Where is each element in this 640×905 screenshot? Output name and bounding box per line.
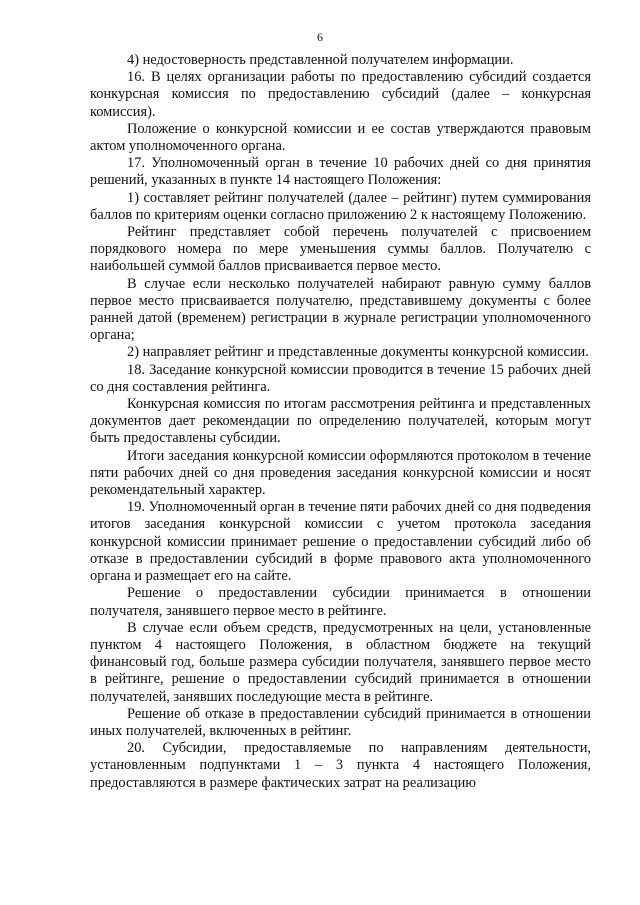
paragraph-item-4: 4) недостоверность представленной получателем информации. bbox=[127, 52, 514, 68]
page-number: 6 bbox=[317, 30, 323, 44]
paragraph-item-1-rating: 1) составляет рейтинг получателей (далее – рейтинг) путем суммирования баллов по критериям оценки согласно приложению 2 к настоящему Положению. bbox=[90, 189, 591, 223]
document-body bbox=[90, 52, 591, 792]
paragraph-rating-definition: Рейтинг представляет собой перечень получателей с присвоением порядкового номера по мере уменьшения суммы баллов. Получателю с наибольшей суммой баллов присваивается первое место. bbox=[90, 224, 591, 275]
paragraph-clause-17: 17. Уполномоченный орган в течение 10 рабочих дней со дня принятия решений, указанных в пункте 14 настоящего Положения: bbox=[90, 155, 591, 189]
paragraph-first-place-decision: Решение о предоставлении субсидии принимается в отношении получателя, занявшего первое место в рейтинге. bbox=[90, 585, 591, 619]
paragraph-refusal-decision: Решение об отказе в предоставлении субсидий принимается в отношении иных получателей, включенных в рейтинг. bbox=[90, 705, 591, 739]
paragraph-subsequent-places: В случае если объем средств, предусмотренных на цели, установленные пунктом 4 настоящего Положения, в областном бюджете на текущий финансовый год, больше размера субсидии получателя, занявшего первое место в рейтинге, решение о предоставлении субсидий принимается в отношении получателей, занявших последующие места в рейтинге. bbox=[90, 619, 591, 705]
paragraph-item-2-send: 2) направляет рейтинг и представленные документы конкурсной комиссии. bbox=[127, 344, 589, 361]
paragraph-clause-20: 20. Субсидии, предоставляемые по направлениям деятельности, установленным подпунктами 1 – 3 пункта 4 настоящего Положения, предоставляются в размере фактических затрат на реализацию bbox=[90, 740, 591, 791]
paragraph-clause-19: 19. Уполномоченный орган в течение пяти рабочих дней со дня подведения итогов заседания конкурсной комиссии с учетом протокола заседания конкурсной комиссии принимает решение о предоставлении субсидий либо об отказе в предоставлении субсидий в форме правового акта уполномоченного органа и размещает его на сайте. bbox=[90, 499, 591, 585]
paragraph-clause-18: 18. Заседание конкурсной комиссии проводится в течение 15 рабочих дней со дня составления рейтинга. bbox=[90, 361, 591, 395]
paragraph-meeting-results: Итоги заседания конкурсной комиссии оформляются протоколом в течение пяти рабочих дней со дня проведения заседания конкурсной комиссии и носят рекомендательный характер. bbox=[90, 447, 591, 499]
paragraph-commission-regulation: Положение о конкурсной комиссии и ее состав утверждаются правовым актом уполномоченного органа. bbox=[90, 120, 591, 155]
paragraph-clause-16: 16. В целях организации работы по предоставлению субсидий создается конкурсная комиссия по предоставлению субсидий (далее – конкурсная комиссия). bbox=[90, 69, 591, 120]
paragraph-commission-recommendations: Конкурсная комиссия по итогам рассмотрения рейтинга и представленных документов дает рекомендации по определению получателей, которым могут быть предоставлены субсидии. bbox=[90, 396, 591, 447]
paragraph-equal-score: В случае если несколько получателей набирают равную сумму баллов первое место присваивается получателю, представившему документы с более ранней датой (временем) регистрации в журнале регистрации уполномоченного органа; bbox=[90, 275, 591, 344]
